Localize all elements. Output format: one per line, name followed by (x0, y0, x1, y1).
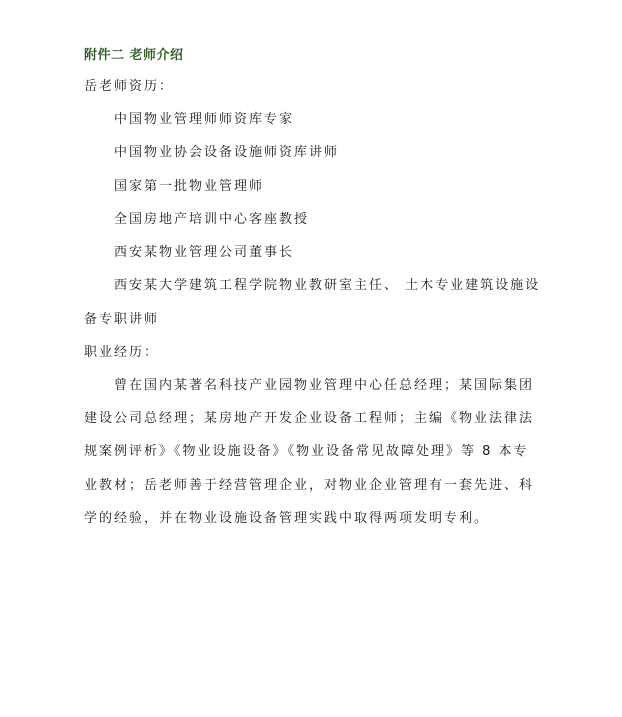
career-paragraph-line: 业教材；岳老师善于经营管理企业，对物业企业管理有一套先进、科 (84, 478, 535, 493)
resume-label: 岳老师资历： (84, 79, 175, 94)
resume-item: 中国物业管理师师资库专家 (114, 112, 295, 127)
resume-item: 西安某物业管理公司董事长 (114, 245, 295, 260)
career-paragraph-line: 规案例评析》《物业设施设备》《物业设备常见故障处理》等 8 本专 (84, 444, 529, 459)
section-heading: 附件二 老师介绍 (84, 48, 184, 63)
career-paragraph-line: 建设公司总经理；某房地产开发企业设备工程师；主编《物业法律法 (84, 411, 535, 426)
career-paragraph-line: 学的经验，并在物业设施设备管理实践中取得两项发明专利。 (84, 511, 490, 526)
resume-item: 国家第一批物业管理师 (114, 179, 265, 194)
career-label: 职业经历： (84, 345, 160, 360)
resume-item-continuation: 备专职讲师 (84, 312, 160, 327)
career-paragraph-line: 曾在国内某著名科技产业园物业管理中心任总经理；某国际集团 (114, 378, 535, 393)
resume-item: 全国房地产培训中心客座教授 (114, 212, 310, 227)
resume-item: 中国物业协会设备设施师资库讲师 (114, 145, 340, 160)
resume-item: 西安某大学建筑工程学院物业教研室主任、 土木专业建筑设施设 (114, 278, 541, 293)
